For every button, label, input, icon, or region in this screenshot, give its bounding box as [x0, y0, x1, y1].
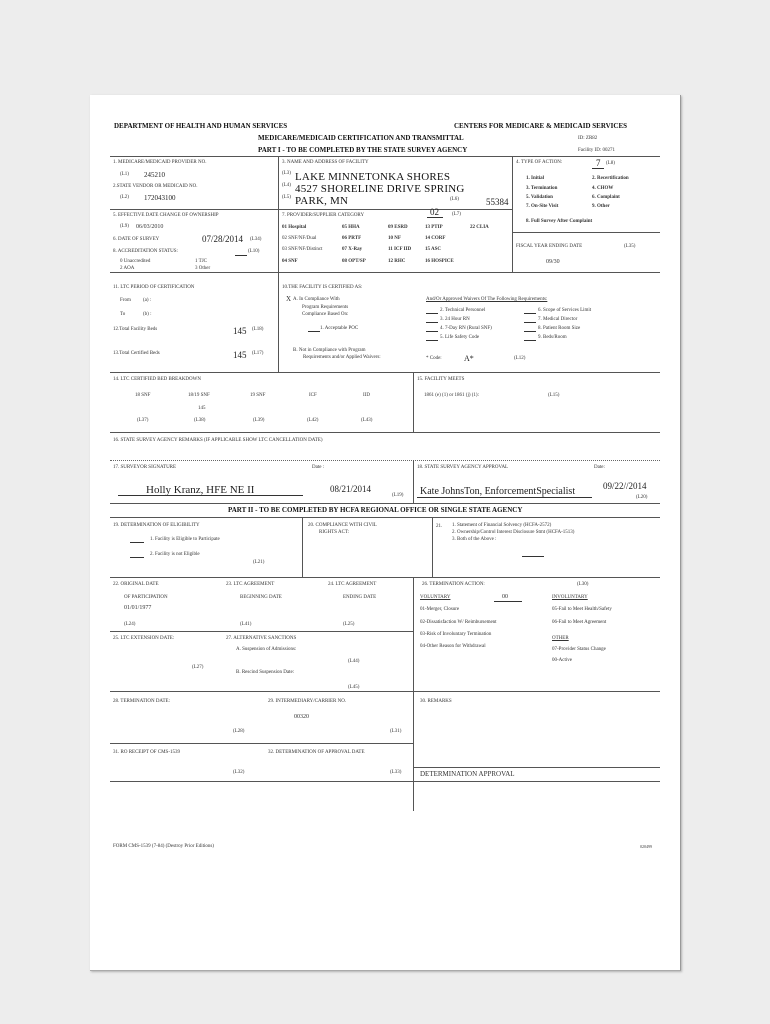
- answer-line: [308, 331, 320, 332]
- form-id: ID: ZR82: [578, 136, 598, 141]
- action-option: 8. Full Survey After Complaint: [526, 219, 593, 224]
- fiscal-year-value: 09/30: [546, 259, 560, 265]
- field-17-label: 17. SURVEYOR SIGNATURE: [113, 465, 177, 470]
- answer-line: [524, 340, 536, 341]
- answer-line: [235, 255, 247, 256]
- statement-option: 2. Ownership/Control Interest Disclosure Stmt (HCFA-1513): [452, 530, 575, 535]
- category-option: 15 ASC: [425, 247, 441, 252]
- field-21-label: 21.: [436, 524, 443, 529]
- signature-line: [118, 495, 303, 496]
- voluntary-option: 03-Risk of Involuntary Termination: [420, 632, 492, 637]
- divider: [110, 156, 660, 157]
- field-28-label: 28. TERMINATION DATE:: [113, 699, 170, 704]
- field-18-date-label: Date:: [594, 465, 605, 470]
- answer-line: [524, 322, 536, 323]
- compliance-code-value: A*: [464, 354, 474, 363]
- field-22-label-2: OF PARTICIPATION: [124, 595, 168, 600]
- determination-approval: DETERMINATION APPROVAL: [420, 770, 515, 778]
- compliance-mark: X: [286, 295, 292, 303]
- bed-type-header: 18 SNF: [135, 393, 151, 398]
- approval-date: 09/22//2014: [603, 481, 647, 491]
- field-3-street-code: (L4): [282, 183, 291, 188]
- divider: [110, 577, 660, 578]
- field-17-date-label: Date :: [312, 465, 325, 470]
- category-option: 01 Hospital: [282, 225, 307, 230]
- action-option: 2. Recertification: [592, 176, 629, 181]
- field-4-code: (L8): [606, 161, 615, 166]
- field-29-code: (L31): [390, 729, 402, 734]
- category-option: 16 HOSPICE: [425, 259, 454, 264]
- category-option: 12 RHC: [388, 259, 406, 264]
- field-32-label: 32. DETERMINATION OF APPROVAL DATE: [268, 750, 365, 755]
- sanction-a-code: (L44): [348, 659, 360, 664]
- compliance-text: Program Requirements: [302, 305, 349, 310]
- divider: [110, 781, 660, 782]
- form-title: MEDICARE/MEDICAID CERTIFICATION AND TRANSMITTAL: [258, 134, 464, 142]
- field-1-label: 1. MEDICARE/MEDICAID PROVIDER NO.: [113, 160, 207, 165]
- column-divider: [278, 272, 279, 372]
- bed-type-code: (L38): [194, 418, 206, 423]
- column-divider: [302, 517, 303, 577]
- statement-option: 3. Both of the Above :: [452, 537, 497, 542]
- accreditation-option: 3 Other: [195, 266, 211, 271]
- answer-line: [494, 601, 522, 602]
- action-option: 5. Validation: [526, 195, 553, 200]
- waiver-option: 8. Patient Room Size: [538, 326, 581, 331]
- field-31-code: (L32): [233, 770, 245, 775]
- surveyor-signature: Holly Kranz, HFE NE II: [146, 484, 255, 496]
- facility-meets-text: 1861 (e) (1) or 1861 (j) (1):: [424, 393, 479, 398]
- voluntary-option: 01-Merger, Closure: [420, 607, 460, 612]
- field-26-code: (L30): [577, 582, 589, 587]
- total-certified-beds: 145: [233, 350, 247, 360]
- divider: [512, 232, 660, 233]
- divider: [110, 631, 413, 632]
- original-participation-date: 01/01/1977: [124, 605, 152, 611]
- field-12-label: 12.Total Facility Beds: [113, 327, 158, 332]
- column-divider: [512, 156, 513, 272]
- surveyor-date: 08/21/2014: [330, 484, 372, 494]
- field-8-label: 8. ACCREDITATION STATUS:: [113, 249, 178, 254]
- other-heading: OTHER: [552, 636, 569, 641]
- signature-line: [417, 497, 592, 498]
- sanction-option-b: B. Rescind Suspension Date:: [236, 670, 295, 675]
- field-18-label: 18. STATE SURVEY AGENCY APPROVAL: [417, 465, 509, 470]
- eligibility-option: 2. Facility is not Eligible: [150, 552, 200, 557]
- provider-number: 245210: [144, 171, 165, 179]
- category-option: 02 SNF/NF/Dual: [282, 236, 317, 241]
- category-option: 09 ESRD: [388, 225, 408, 230]
- provider-category-value: 02: [430, 207, 439, 217]
- field-3-zip-code: (L6): [450, 197, 459, 202]
- category-option: 07 X-Ray: [342, 247, 363, 252]
- column-divider: [278, 156, 279, 272]
- field-24-label-2: ENDING DATE: [343, 595, 377, 600]
- divider: [110, 517, 660, 518]
- bed-count-value: 145: [198, 406, 206, 411]
- intermediary-number: 00320: [294, 714, 309, 720]
- answer-line: [592, 168, 604, 169]
- period-from-code: (a) :: [143, 298, 152, 303]
- answer-line: [522, 556, 544, 557]
- field-24-label: 24. LTC AGREEMENT: [328, 582, 377, 587]
- bed-type-header: 18/19 SNF: [188, 393, 210, 398]
- divider: [110, 460, 660, 461]
- answer-line: [426, 313, 438, 314]
- category-option: 11 ICF IID: [388, 247, 412, 252]
- compliance-code: (L12): [514, 356, 526, 361]
- field-2-code: (L2): [120, 195, 129, 200]
- facility-city: PARK, MN: [295, 195, 349, 207]
- accreditation-option: 2 AOA: [120, 266, 135, 271]
- field-19-code: (L21): [253, 560, 265, 565]
- bed-type-code: (L39): [253, 418, 265, 423]
- survey-date: 07/28/2014: [202, 234, 244, 244]
- compliance-text: Requirements and/or Applied Waivers:: [303, 355, 381, 360]
- field-7-code: (L7): [452, 212, 461, 217]
- action-option: 9. Other: [592, 204, 610, 209]
- field-20-label: 20. COMPLIANCE WITH CIVIL: [308, 523, 377, 528]
- involuntary-option: 05-Fail to Meet Health/Safety: [552, 607, 612, 612]
- answer-line: [426, 331, 438, 332]
- field-3-name-code: (L3): [282, 171, 291, 176]
- waiver-option: 7. Medical Director: [538, 317, 578, 322]
- field-20-label-2: RIGHTS ACT:: [319, 530, 350, 535]
- divider: [110, 209, 278, 210]
- action-option: 3. Termination: [526, 186, 558, 191]
- answer-line: [524, 331, 536, 332]
- field-27-label: 27. ALTERNATIVE SANCTIONS: [226, 636, 297, 641]
- field-3-city-code: (L5): [282, 195, 291, 200]
- divider: [110, 372, 660, 373]
- field-13-code: (L17): [252, 351, 264, 356]
- divider: [110, 272, 660, 273]
- period-from-label: From: [120, 298, 131, 303]
- category-option: 03 SNF/NF/Distinct: [282, 247, 323, 252]
- action-option: 7. On-Site Visit: [526, 204, 559, 209]
- certification-form-page: [90, 95, 681, 971]
- compliance-option-a: A. In Compliance With: [293, 297, 340, 302]
- facility-id: Facility ID: 00271: [578, 148, 615, 153]
- part2-title: PART II - TO BE COMPLETED BY HCFA REGIONAL OFFICE OR SINGLE STATE AGENCY: [228, 506, 523, 514]
- compliance-option-b: B. Not in Compliance with Program: [293, 348, 366, 353]
- other-option: 07-Provider Status Change: [552, 647, 606, 652]
- category-option: 05 HHA: [342, 225, 360, 230]
- action-option: 1. Initial: [526, 176, 545, 181]
- action-option: 6. Complaint: [592, 195, 620, 200]
- accreditation-option: 1 TJC: [195, 259, 207, 264]
- category-option: 14 CORF: [425, 236, 446, 241]
- facility-meets-code: (L15): [548, 393, 560, 398]
- field-1-code: (L1): [120, 172, 129, 177]
- field-24-code: (L25): [343, 622, 355, 627]
- voluntary-option: 02-Dissatisfaction W/ Reimbursement: [420, 620, 497, 625]
- accreditation-option: 0 Unaccredited: [120, 259, 151, 264]
- column-divider: [413, 691, 414, 811]
- waiver-option: 4. 7-Day RN (Rural SNF): [440, 326, 492, 331]
- column-divider: [432, 517, 433, 577]
- divider: [110, 691, 660, 692]
- field-7-label: 7. PROVIDER/SUPPLIER CATEGORY: [282, 213, 365, 218]
- voluntary-option: 04-Other Reason for Withdrawal: [420, 644, 486, 649]
- field-11-label: 11. LTC PERIOD OF CERTIFICATION: [113, 285, 195, 290]
- field-15-label: 15. FACILITY MEETS: [417, 377, 465, 382]
- field-23-label-2: BEGINNING DATE: [240, 595, 282, 600]
- field-12-code: (L18): [252, 327, 264, 332]
- answer-line: [130, 557, 144, 558]
- field-25-label: 25. LTC EXTENSION DATE:: [113, 636, 175, 641]
- answer-line: [524, 313, 536, 314]
- field-5-code: (L9): [120, 224, 129, 229]
- divider: [413, 767, 660, 768]
- field-2-label: 2.STATE VENDOR OR MEDICAID NO.: [113, 184, 198, 189]
- statement-option: 1. Statement of Financial Solvency (HCFA-2572): [452, 523, 552, 528]
- field-8-code: (L10): [248, 249, 260, 254]
- waivers-heading: And/Or Approved Waivers Of The Following Requirements:: [426, 297, 548, 302]
- waiver-option: 9. Beds/Room: [538, 335, 567, 340]
- ownership-change-date: 06/03/2010: [136, 224, 164, 230]
- field-31-label: 31. RO RECEIPT OF CMS-1539: [113, 750, 181, 755]
- field-6-label: 6. DATE OF SURVEY: [113, 237, 160, 242]
- fiscal-year-code: (L35): [624, 244, 636, 249]
- total-facility-beds: 145: [233, 326, 247, 336]
- bed-type-code: (L37): [137, 418, 149, 423]
- action-option: 4. CHOW: [592, 186, 614, 191]
- form-number: FORM CMS-1539 (7-84) (Destroy Prior Editions): [113, 844, 214, 849]
- category-option: 13 PTIP: [425, 225, 443, 230]
- field-6-code: (L34): [250, 237, 262, 242]
- category-option: 04 SNF: [282, 259, 298, 264]
- involuntary-option: 06-Fail to Meet Agreement: [552, 620, 607, 625]
- category-option: 08 OPT/SP: [342, 259, 366, 264]
- bed-type-code: (L42): [307, 418, 319, 423]
- answer-line: [427, 217, 443, 218]
- category-option: 22 CLIA: [470, 225, 489, 230]
- waiver-option: 2. Technical Personnel: [440, 308, 486, 313]
- field-3-label: 3. NAME AND ADDRESS OF FACILITY: [282, 160, 369, 165]
- facility-name: LAKE MINNETONKA SHORES: [295, 171, 451, 183]
- waiver-option: 3. 24 Hour RN: [440, 317, 470, 322]
- category-option: 06 PRTF: [342, 236, 362, 241]
- field-16-label: 16. STATE SURVEY AGENCY REMARKS (IF APPLICABLE SHOW LTC CANCELLATION DATE): [113, 438, 323, 443]
- field-32-code: (L33): [390, 770, 402, 775]
- field-13-label: 13.Total Certified Beds: [113, 351, 160, 356]
- facility-street: 4527 SHORELINE DRIVE SPRING: [295, 183, 465, 195]
- divider: [110, 743, 413, 744]
- period-to-label: To: [120, 312, 126, 317]
- field-29-label: 29. INTERMEDIARY/CARRIER NO.: [268, 699, 347, 704]
- type-of-action-value: 7: [596, 158, 601, 168]
- field-28-code: (L28): [233, 729, 245, 734]
- fiscal-year-label: FISCAL YEAR ENDING DATE: [516, 244, 583, 249]
- column-divider: [413, 577, 414, 691]
- termination-action-value: 00: [502, 594, 508, 600]
- field-10-label: 10.THE FACILITY IS CERTIFIED AS:: [282, 285, 363, 290]
- answer-line: [426, 322, 438, 323]
- vendor-number: 172043100: [144, 194, 176, 202]
- dept-header: DEPARTMENT OF HEALTH AND HUMAN SERVICES: [114, 122, 288, 130]
- field-19-label: 19. DETERMINATION OF ELIGIBILITY: [113, 523, 200, 528]
- compliance-option: 1. Acceptable POC: [320, 326, 359, 331]
- field-23-label: 23. LTC AGREEMENT: [226, 582, 275, 587]
- other-option: 00-Active: [552, 658, 572, 663]
- bed-type-code: (L43): [361, 418, 373, 423]
- form-code: 020499: [640, 844, 652, 849]
- bed-type-header: 19 SNF: [250, 393, 266, 398]
- field-5-label: 5. EFFECTIVE DATE CHANGE OF OWNERSHIP: [113, 213, 219, 218]
- field-25-code: (L27): [192, 665, 204, 670]
- field-23-code: (L41): [240, 622, 252, 627]
- field-22-label: 22. ORIGINAL DATE: [113, 582, 159, 587]
- column-divider: [413, 460, 414, 503]
- divider: [110, 432, 660, 433]
- field-22-code: (L24): [124, 622, 136, 627]
- bed-type-header: IID: [363, 393, 370, 398]
- answer-line: [426, 340, 438, 341]
- compliance-code-label: * Code:: [426, 356, 442, 361]
- involuntary-heading: INVOLUNTARY: [552, 595, 588, 600]
- period-to-code: (b) :: [143, 312, 152, 317]
- centers-header: CENTERS FOR MEDICARE & MEDICAID SERVICES: [454, 122, 628, 130]
- divider: [278, 209, 512, 210]
- waiver-option: 5. Life Safety Code: [440, 335, 480, 340]
- answer-line: [130, 542, 144, 543]
- waiver-option: 6. Scope of Services Limit: [538, 308, 592, 313]
- bed-type-header: ICF: [309, 393, 317, 398]
- field-30-label: 30. REMARKS: [420, 699, 452, 704]
- eligibility-option: 1. Facility is Eligible to Participate: [150, 537, 220, 542]
- column-divider: [413, 372, 414, 432]
- divider: [110, 503, 660, 504]
- field-4-label: 4. TYPE OF ACTION:: [516, 160, 563, 165]
- field-26-label: 26. TERMINATION ACTION:: [422, 582, 485, 587]
- approver-signature: Kate JohnsTon, EnforcementSpecialist: [420, 486, 576, 497]
- field-14-label: 14. LTC CERTIFIED BED BREAKDOWN: [113, 377, 201, 382]
- voluntary-heading: VOLUNTARY: [420, 595, 451, 600]
- sanction-b-code: (L45): [348, 685, 360, 690]
- sanction-option-a: A. Suspension of Admissions:: [236, 647, 297, 652]
- category-option: 10 NF: [388, 236, 401, 241]
- facility-zip: 55384: [486, 197, 509, 207]
- compliance-text: Compliance Based On:: [302, 312, 349, 317]
- field-17-code: (L19): [392, 493, 404, 498]
- part1-title: PART I - TO BE COMPLETED BY THE STATE SURVEY AGENCY: [258, 146, 468, 154]
- field-18-code: (L20): [636, 495, 648, 500]
